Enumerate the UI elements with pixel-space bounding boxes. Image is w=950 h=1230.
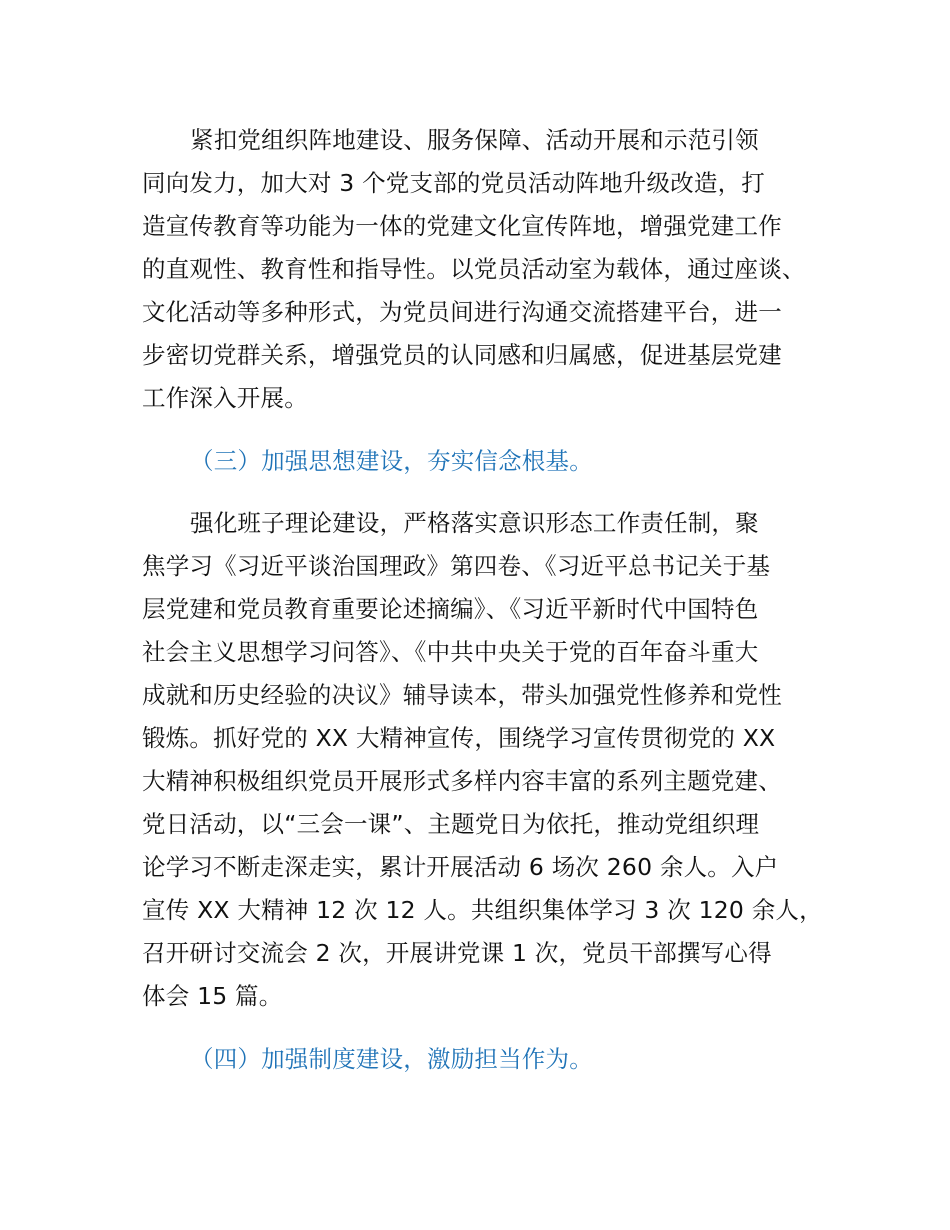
paragraph-line: 大精神积极组织党员开展形式多样内容丰富的系列主题党建、 bbox=[142, 767, 782, 795]
paragraph-line: 体会 15 篇。 bbox=[142, 982, 283, 1010]
paragraph-line: 焦学习《习近平谈治国理政》第四卷、《习近平总书记关于基 bbox=[142, 552, 771, 580]
paragraph-line: 同向发力，加大对 3 个党支部的党员活动阵地升级改造，打 bbox=[142, 169, 765, 197]
paragraph-line: 造宣传教育等功能为一体的党建文化宣传阵地，增强党建工作 bbox=[142, 212, 782, 240]
paragraph-line: 强化班子理论建设，严格落实意识形态工作责任制，聚 bbox=[190, 509, 759, 537]
section-heading-3: （三）加强思想建设，夯实信念根基。 bbox=[190, 447, 593, 475]
paragraph-line: 社会主义思想学习问答》、《中共中央关于党的百年奋斗重大 bbox=[142, 638, 759, 666]
paragraph-line: 紧扣党组织阵地建设、服务保障、活动开展和示范引领 bbox=[190, 126, 759, 154]
paragraph-line: 召开研讨交流会 2 次，开展讲党课 1 次，党员干部撰写心得 bbox=[142, 939, 772, 967]
paragraph-line: 的直观性、教育性和指导性。以党员活动室为载体，通过座谈、 bbox=[142, 255, 806, 283]
paragraph-line: 论学习不断走深走实，累计开展活动 6 场次 260 余人。入户 bbox=[142, 853, 779, 881]
paragraph-line: 党日活动，以“三会一课”、主题党日为依托，推动党组织理 bbox=[142, 810, 760, 838]
paragraph-line: 工作深入开展。 bbox=[142, 384, 308, 412]
paragraph-line: 步密切党群关系，增强党员的认同感和归属感，促进基层党建 bbox=[142, 341, 782, 369]
paragraph-line: 成就和历史经验的决议》辅导读本，带头加强党性修养和党性 bbox=[142, 681, 782, 709]
paragraph-line: 宣传 XX 大精神 12 次 12 人。共组织集体学习 3 次 120 余人， bbox=[142, 896, 823, 924]
section-heading-4: （四）加强制度建设，激励担当作为。 bbox=[190, 1045, 593, 1073]
paragraph-line: 层党建和党员教育重要论述摘编》、《习近平新时代中国特色 bbox=[142, 595, 759, 623]
paragraph-line: 锻炼。抓好党的 XX 大精神宣传，围绕学习宣传贯彻党的 XX bbox=[142, 724, 776, 752]
paragraph-line: 文化活动等多种形式，为党员间进行沟通交流搭建平台，进一 bbox=[142, 298, 782, 326]
